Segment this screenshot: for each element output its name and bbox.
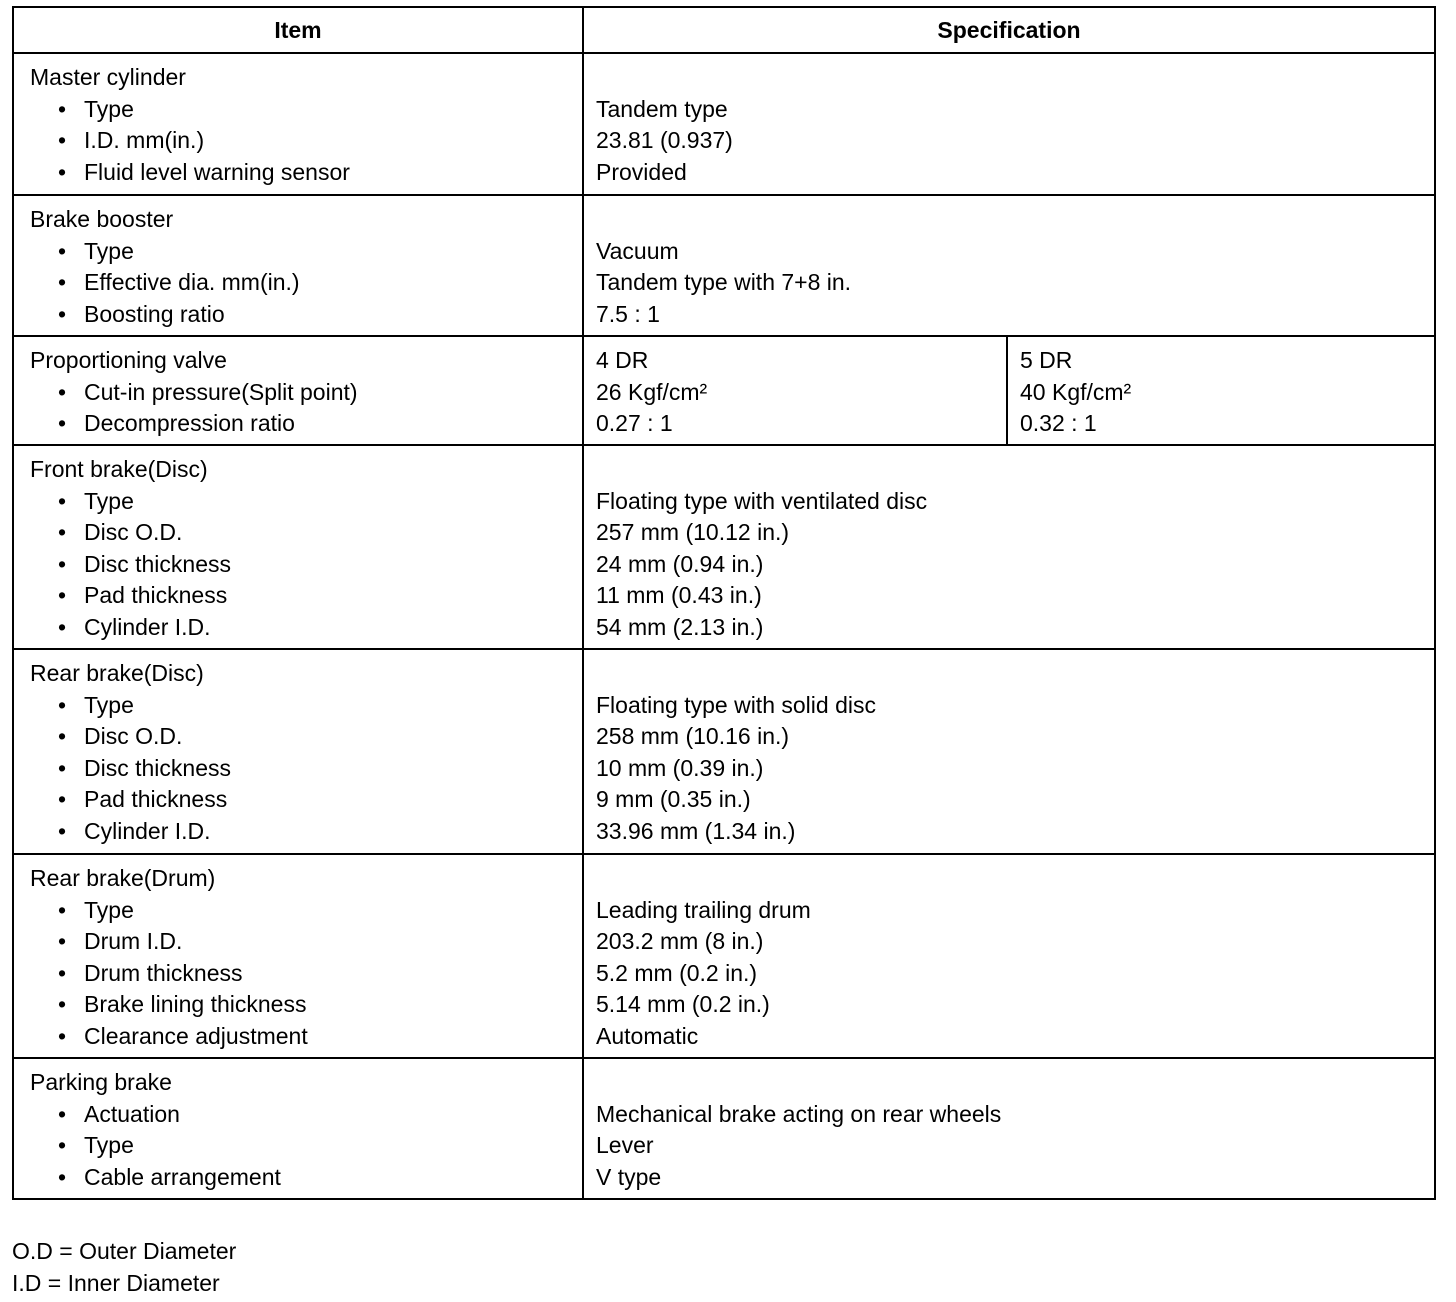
proportioning-valve-item-cell [13, 336, 583, 445]
master-cylinder-row [13, 53, 1435, 195]
rear-brake-drum-row [13, 854, 1435, 1058]
item-header: Item [13, 7, 583, 53]
spec-value: Leading trailing drum [596, 896, 811, 923]
proportioning-valve-4dr-cell [583, 336, 1007, 445]
list-item: • Disc thickness [58, 754, 231, 781]
list-item: • Actuation [58, 1100, 180, 1127]
list-item: • Type [58, 691, 134, 718]
spec-value: Mechanical brake acting on rear wheels [596, 1100, 1002, 1127]
spec-value: 40 Kgf/cm² [1020, 378, 1132, 405]
list-item: • Cylinder I.D. [58, 613, 211, 640]
list-item: • Clearance adjustment [58, 1022, 308, 1049]
header-row [13, 7, 1435, 53]
list-item: • Boosting ratio [58, 300, 225, 327]
front-brake-spec-cell [583, 445, 1435, 649]
rear-brake-disc-spec-cell [583, 649, 1435, 854]
spec-header: Specification [583, 7, 1435, 53]
proportioning-valve-5dr-cell [1007, 336, 1435, 445]
spec-value: Tandem type [596, 95, 728, 122]
rear-brake-disc-title: Rear brake(Disc) [30, 660, 204, 686]
rear-brake-disc-row [13, 649, 1435, 854]
rear-brake-disc-item-cell [13, 649, 583, 854]
spec-value: Floating type with solid disc [596, 691, 876, 718]
list-item: • Drum I.D. [58, 928, 183, 954]
spec-value: 26 Kgf/cm² [596, 378, 708, 405]
spec-value: Provided [596, 158, 687, 185]
spec-value: 258 mm (10.16 in.) [596, 723, 790, 749]
master-cylinder-spec-cell [583, 53, 1435, 195]
brake-booster-item-cell [13, 195, 583, 336]
spec-value: 54 mm (2.13 in.) [596, 613, 764, 640]
footnote-id: I.D = Inner Diameter [12, 1269, 220, 1296]
spec-value: Tandem type with 7+8 in. [596, 269, 852, 295]
column-label-5dr: 5 DR [1020, 347, 1073, 373]
list-item: • Decompression ratio [58, 410, 295, 436]
spec-value: V type [596, 1163, 662, 1190]
brake-booster-spec-cell [583, 195, 1435, 336]
brake-booster-title: Brake booster [30, 206, 174, 232]
list-item: • Cut-in pressure(Split point) [58, 378, 358, 405]
spec-value: 5.2 mm (0.2 in.) [596, 959, 758, 986]
rear-brake-drum-item-cell [13, 854, 583, 1058]
list-item: • Cable arrangement [58, 1163, 281, 1190]
spec-value: Floating type with ventilated disc [596, 487, 928, 514]
footnote-od: O.D = Outer Diameter [12, 1238, 237, 1264]
proportioning-valve-row [13, 336, 1435, 445]
list-item: • Type [58, 1132, 134, 1158]
front-brake-item-cell [13, 445, 583, 649]
list-item: • Type [58, 487, 134, 514]
list-item: • Disc thickness [58, 550, 231, 577]
spec-value: 257 mm (10.12 in.) [596, 519, 790, 545]
spec-value: 0.32 : 1 [1020, 410, 1097, 436]
spec-value: 11 mm (0.43 in.) [596, 582, 762, 608]
master-cylinder-item-cell [13, 53, 583, 195]
parking-brake-spec-cell [583, 1058, 1435, 1199]
list-item: • Disc O.D. [58, 519, 183, 545]
list-item: • Drum thickness [58, 959, 243, 986]
list-item: • Cylinder I.D. [58, 817, 211, 844]
spec-value: Vacuum [596, 237, 679, 264]
list-item: • Brake lining thickness [58, 991, 307, 1017]
spec-value: 0.27 : 1 [596, 410, 673, 436]
front-brake-row [13, 445, 1435, 649]
rear-brake-drum-title: Rear brake(Drum) [30, 865, 216, 891]
list-item: • Disc O.D. [58, 723, 183, 749]
list-item: • I.D. mm(in.) [58, 127, 205, 153]
parking-brake-row [13, 1058, 1435, 1199]
parking-brake-item-cell [13, 1058, 583, 1199]
parking-brake-title: Parking brake [30, 1069, 172, 1095]
spec-value: 5.14 mm (0.2 in.) [596, 991, 770, 1017]
spec-value: 9 mm (0.35 in.) [596, 786, 751, 812]
list-item: • Fluid level warning sensor [58, 158, 350, 185]
list-item: • Type [58, 237, 134, 264]
column-label-4dr: 4 DR [596, 347, 649, 373]
master-cylinder-title: Master cylinder [30, 64, 186, 90]
rear-brake-drum-spec-cell [583, 854, 1435, 1058]
spec-table [12, 6, 1436, 1200]
brake-booster-row [13, 195, 1435, 336]
spec-value: Automatic [596, 1022, 699, 1049]
list-item: • Pad thickness [58, 582, 228, 608]
list-item: • Type [58, 896, 134, 923]
footnotes [12, 1236, 236, 1299]
spec-value: 10 mm (0.39 in.) [596, 754, 764, 781]
spec-value: 23.81 (0.937) [596, 127, 733, 153]
spec-value: 24 mm (0.94 in.) [596, 550, 764, 577]
spec-value: 33.96 mm (1.34 in.) [596, 817, 796, 844]
spec-value: 203.2 mm (8 in.) [596, 928, 764, 954]
spec-value: 7.5 : 1 [596, 300, 660, 327]
list-item: • Type [58, 95, 134, 122]
proportioning-valve-title: Proportioning valve [30, 347, 227, 373]
list-item: • Effective dia. mm(in.) [58, 269, 300, 295]
spec-value: Lever [596, 1132, 654, 1158]
front-brake-title: Front brake(Disc) [30, 456, 208, 482]
list-item: • Pad thickness [58, 786, 228, 812]
